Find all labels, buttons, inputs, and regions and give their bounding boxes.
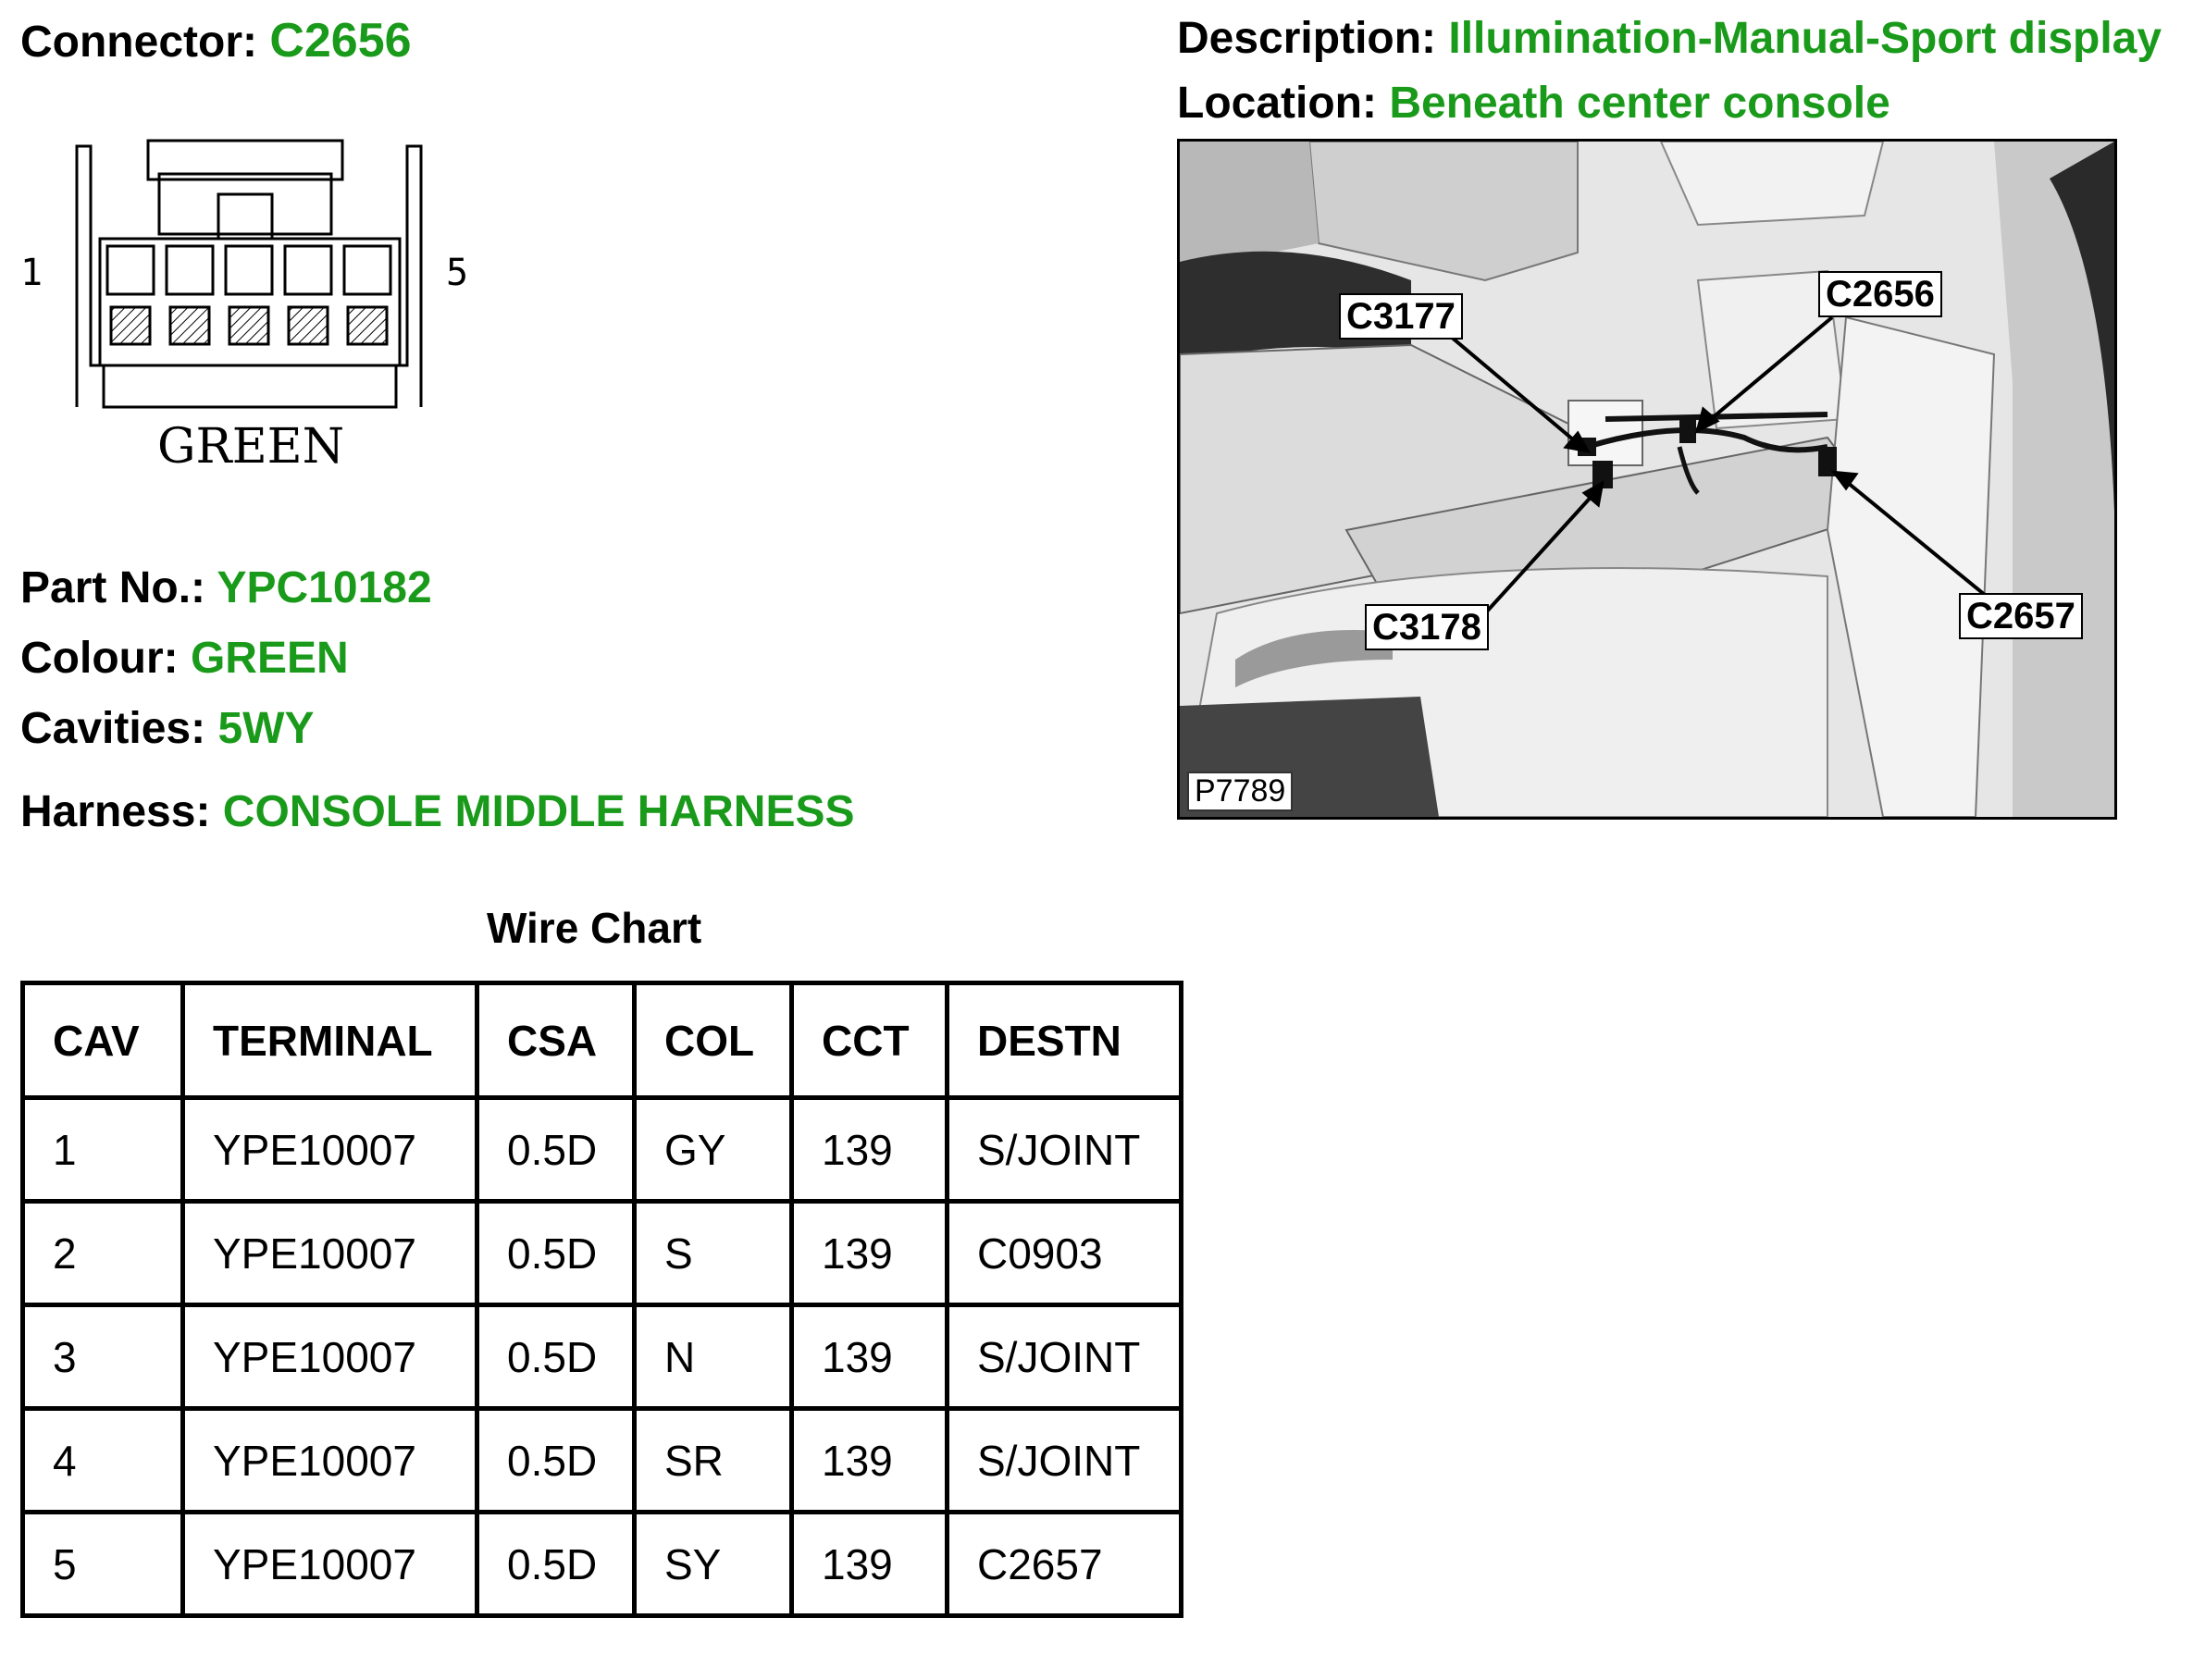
cell-csa: 0.5D xyxy=(477,1409,635,1513)
header-cct: CCT xyxy=(792,983,948,1098)
cell-col: SY xyxy=(635,1513,792,1616)
cell-cct: 139 xyxy=(792,1513,948,1616)
header-terminal: TERMINAL xyxy=(183,983,477,1098)
location-label: Location: xyxy=(1177,79,1377,128)
cavities-value: 5WY xyxy=(217,704,315,753)
cell-col: SR xyxy=(635,1409,792,1513)
cell-csa: 0.5D xyxy=(477,1202,635,1305)
part-no-value: YPC10182 xyxy=(217,563,432,612)
header-col: COL xyxy=(635,983,792,1098)
cell-csa: 0.5D xyxy=(477,1098,635,1202)
header-destn: DESTN xyxy=(948,983,1182,1098)
header-cav: CAV xyxy=(23,983,183,1098)
location-photo-illustration xyxy=(1180,142,2114,817)
description-label: Description: xyxy=(1177,14,1437,63)
cell-cav: 3 xyxy=(23,1305,183,1409)
photo-reference-id: P7789 xyxy=(1187,772,1293,811)
description-value: Illumination-Manual-Sport display xyxy=(1448,14,2162,63)
cell-destn: C2657 xyxy=(948,1513,1182,1616)
cell-destn: C0903 xyxy=(948,1202,1182,1305)
diagram-colour-caption: GREEN xyxy=(157,419,345,475)
cell-cav: 1 xyxy=(23,1098,183,1202)
connector-label: Connector: xyxy=(20,18,257,67)
colour-label: Colour: xyxy=(20,634,179,683)
harness-line xyxy=(20,787,855,836)
cell-cct: 139 xyxy=(792,1202,948,1305)
location-value: Beneath center console xyxy=(1389,79,1890,128)
harness-label: Harness: xyxy=(20,787,211,836)
location-photo xyxy=(1177,139,2117,820)
cavities-line xyxy=(20,704,315,753)
cell-csa: 0.5D xyxy=(477,1513,635,1616)
cell-destn: S/JOINT xyxy=(948,1305,1182,1409)
callout-c2657: C2657 xyxy=(1959,593,2083,639)
wire-chart-title: Wire Chart xyxy=(487,904,702,952)
connector-value: C2656 xyxy=(269,14,412,68)
wire-chart-table xyxy=(20,981,1183,1618)
connector-line xyxy=(20,14,412,68)
cavity-row-top xyxy=(107,246,390,294)
description-line xyxy=(1177,14,2162,63)
pin-label-left: 1 xyxy=(20,252,43,294)
cell-cct: 139 xyxy=(792,1098,948,1202)
cell-col: GY xyxy=(635,1098,792,1202)
callout-c3178: C3178 xyxy=(1365,604,1489,650)
cell-terminal: YPE10007 xyxy=(183,1305,477,1409)
callout-c3177: C3177 xyxy=(1339,293,1463,340)
location-line xyxy=(1177,81,1890,126)
cell-cct: 139 xyxy=(792,1305,948,1409)
cell-cav: 5 xyxy=(23,1513,183,1616)
cavity-row-hatched xyxy=(111,307,387,344)
cell-terminal: YPE10007 xyxy=(183,1409,477,1513)
colour-value: GREEN xyxy=(190,634,349,683)
wire-chart-header-row xyxy=(23,983,1182,1098)
cell-cct: 139 xyxy=(792,1409,948,1513)
cell-terminal: YPE10007 xyxy=(183,1098,477,1202)
cavities-label: Cavities: xyxy=(20,704,206,753)
table-row xyxy=(23,1098,1182,1202)
table-row xyxy=(23,1305,1182,1409)
cell-destn: S/JOINT xyxy=(948,1409,1182,1513)
table-row xyxy=(23,1202,1182,1305)
cell-col: S xyxy=(635,1202,792,1305)
colour-line xyxy=(20,636,349,681)
part-no-line xyxy=(20,563,432,612)
part-no-label: Part No.: xyxy=(20,563,206,612)
cell-col: N xyxy=(635,1305,792,1409)
cell-csa: 0.5D xyxy=(477,1305,635,1409)
pin-label-right: 5 xyxy=(446,252,469,294)
table-row xyxy=(23,1513,1182,1616)
cell-destn: S/JOINT xyxy=(948,1098,1182,1202)
table-row xyxy=(23,1409,1182,1513)
cell-cav: 4 xyxy=(23,1409,183,1513)
connector-face-diagram xyxy=(9,130,509,504)
connector-face-svg xyxy=(9,130,509,500)
callout-c2656: C2656 xyxy=(1818,271,1942,317)
harness-value: CONSOLE MIDDLE HARNESS xyxy=(222,787,855,836)
cell-terminal: YPE10007 xyxy=(183,1202,477,1305)
cell-cav: 2 xyxy=(23,1202,183,1305)
cell-terminal: YPE10007 xyxy=(183,1513,477,1616)
header-csa: CSA xyxy=(477,983,635,1098)
